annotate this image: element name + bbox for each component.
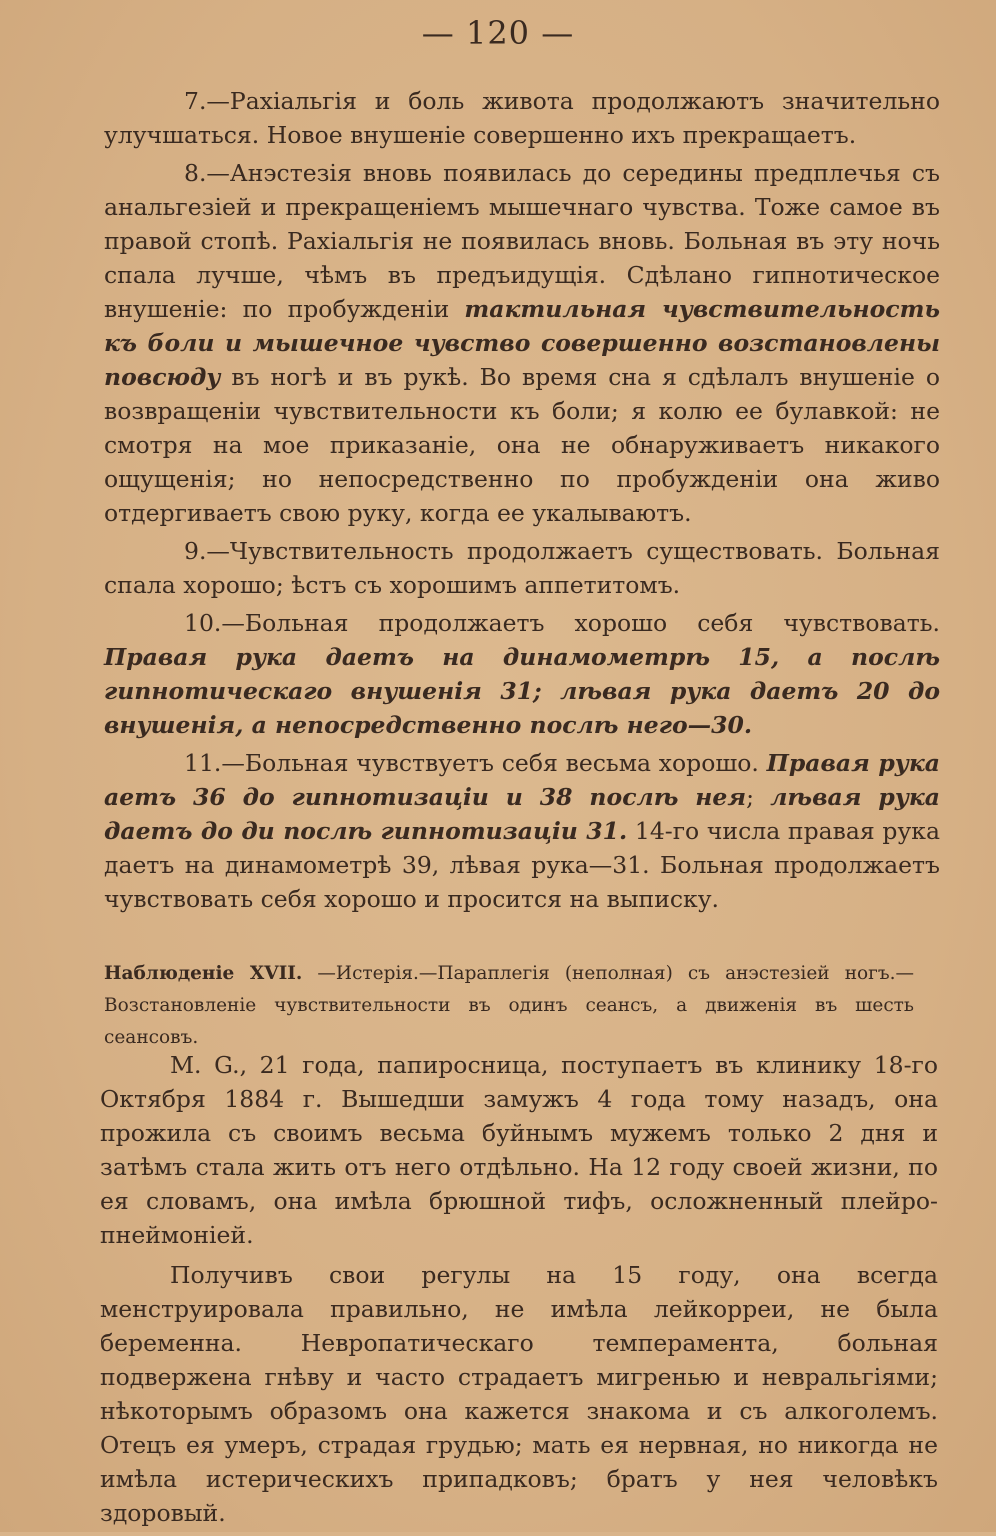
entry-paragraph: [104, 746, 940, 916]
entry-text: 9.—Чувствительность продолжаетъ существовать. Больная спала хорошо; ѣстъ съ хорошимъ аппетитомъ.: [104, 537, 940, 599]
entry-text: 7.—Рахіальгія и боль живота продолжаютъ значительно улучшаться. Новое внушеніе совершенно ихъ прекращаетъ.: [104, 87, 940, 149]
entry-paragraph: [104, 534, 940, 602]
observation-heading: [104, 958, 914, 1054]
entry-paragraph: [104, 156, 940, 530]
diary-entries: [104, 84, 940, 920]
case-paragraph: M. G., 21 года, папиросница, поступаетъ въ клинику 18-го Октября 1884 г. Вышедши замужъ 4 года тому назадъ, она прожила съ своимъ весьма буйнымъ мужемъ только 2 дня и затѣмъ стала жить отъ него отдѣльно. На 12 году своей жизни, по ея словамъ, она имѣла брюшной тифъ, осложненный плейро-пнеймоніей.: [100, 1051, 938, 1249]
entry-emphasis: лѣвая рука даетъ до ди послѣ гипнотизаціи 31.: [104, 783, 941, 845]
entry-text: 11.—Больная чувствуетъ себя весьма хорошо.: [184, 749, 767, 777]
entry-text: 14-го числа правая рука даетъ на динамометрѣ 39, лѣвая рука—31. Больная продолжаетъ чувствовать себя хорошо и просится на выписку.: [104, 817, 940, 913]
observation-label: Наблюденіе XVII.: [104, 963, 303, 984]
entry-text: 8.—Анэстезія вновь появилась до середины предплечья съ анальгезіей и прекращеніемъ мышечнаго чувства. Тоже самое въ правой стопѣ. Рахіальгія не появилась вновь. Больная въ эту ночь спала лучше, чѣмъ въ предъидущія. Сдѣлано гипнотическое внушеніе: по пробужденіи: [104, 159, 940, 323]
entry-text: ;: [746, 783, 771, 811]
entry-emphasis: Правая рука аетъ 36 до гипнотизаціи и 38 послѣ нея: [104, 749, 940, 811]
entry-text: 10.—Больная продолжаетъ хорошо себя чувствовать.: [184, 609, 940, 637]
entry-paragraph: [104, 606, 940, 742]
page-number: — 120 —: [421, 14, 575, 52]
case-paragraph: Получивъ свои регулы на 15 году, она всегда менструировала правильно, не имѣла лейкорреи, не была беременна. Невропатическаго темперамента, больная подвержена гнѣву и часто страдаетъ мигренью и невральгіями; нѣкоторымъ образомъ она кажется знакома и съ алкоголемъ. Отецъ ея умеръ, страдая грудью; мать ея нервная, но никогда не имѣла истерическихъ припадковъ; братъ у нея человѣкъ здоровый.: [100, 1261, 938, 1527]
entry-emphasis: тактильная чувствительность къ боли и мышечное чувство совершенно возстановлены повсюду: [104, 295, 940, 391]
entry-emphasis: Правая рука даетъ на динамометрѣ 15, а послѣ гипнотическаго внушенія 31; лѣвая рука даетъ 20 до внушенія, а непосредственно послѣ него—30.: [104, 643, 940, 739]
observation-title: —Истерія.—Параплегія (неполная) съ анэстезіей ногъ.—Возстановленіе чувствительности въ одинъ сеансъ, а движенія въ шесть сеансовъ.: [104, 963, 915, 1048]
entry-paragraph: [104, 84, 940, 152]
case-description: [100, 1048, 938, 1536]
entry-text: въ ногѣ и въ рукѣ. Во время сна я сдѣлалъ внушеніе о возвращеніи чувствительности къ боли; я колю ее булавкой: не смотря на мое приказаніе, она не обнаруживаетъ никакого ощущенія; но непосредственно по пробужденіи она живо отдергиваетъ свою руку, когда ее укалываютъ.: [104, 363, 940, 527]
